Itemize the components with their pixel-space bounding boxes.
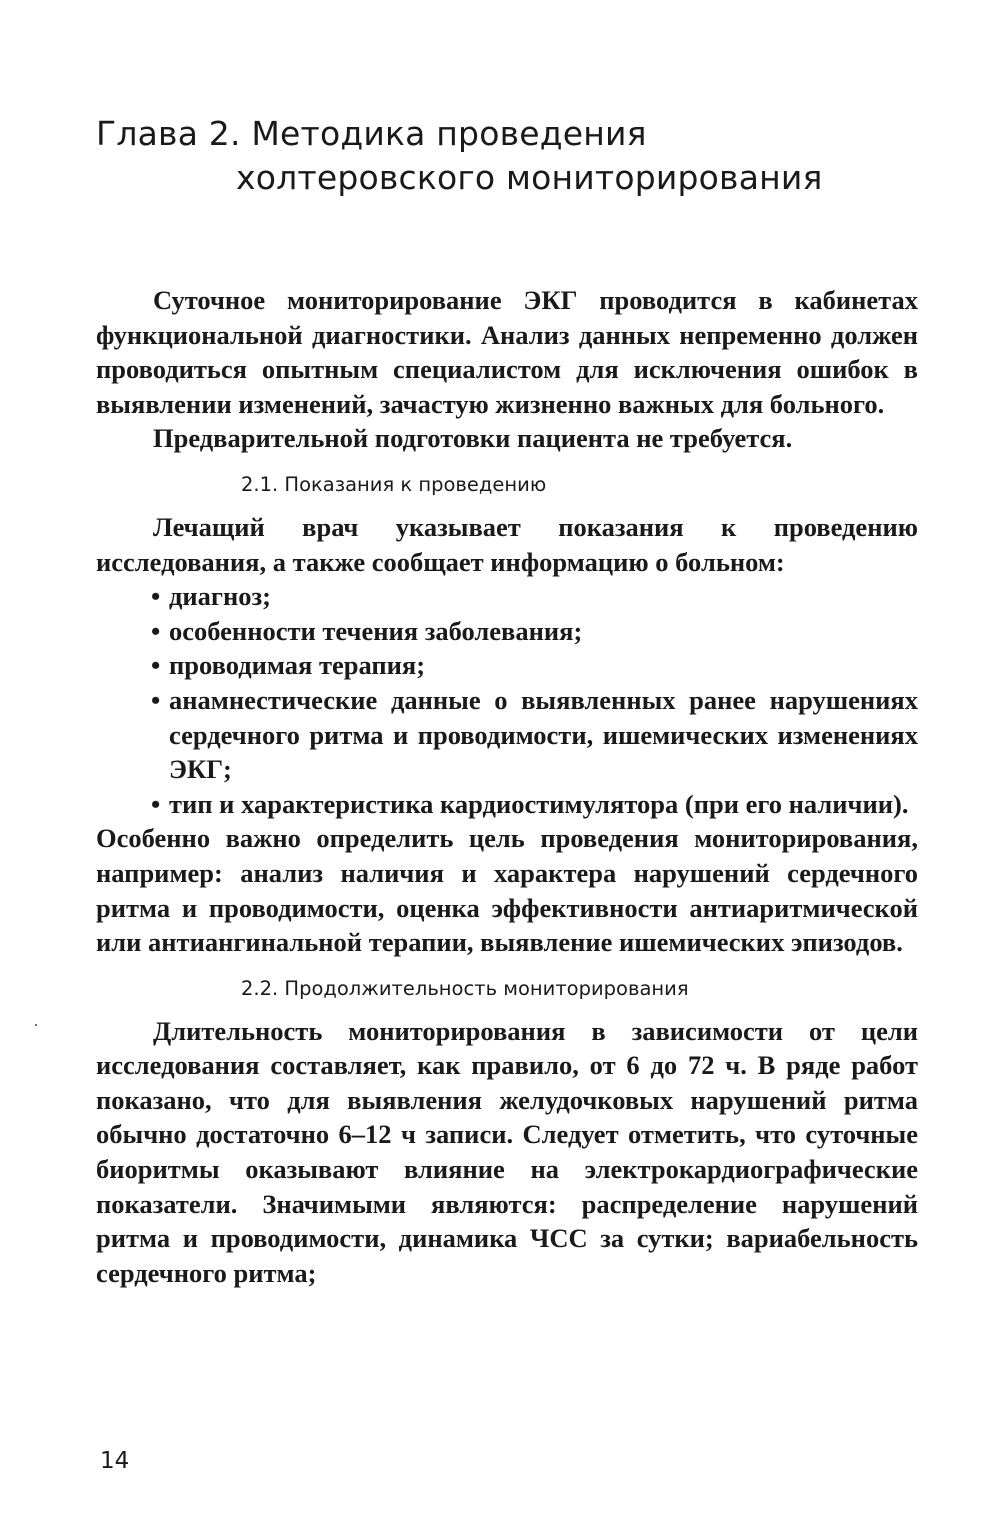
list-item-text: анамнестические данные о выявленных ранее нарушениях сердечного ритма и проводимости, ишемических изменениях ЭКГ; <box>169 684 918 785</box>
list-item <box>96 787 918 822</box>
list-item-text: особенности течения заболевания; <box>169 615 583 646</box>
scan-speck <box>35 1024 37 1026</box>
intro-paragraph-2: Предварительной подготовки пациента не требуется. <box>153 423 793 454</box>
section-heading-2-1: 2.1. Показания к проведению <box>241 472 547 496</box>
section-heading-2-2: 2.2. Продолжительность мониторирования <box>241 976 689 1000</box>
list-item <box>96 579 918 614</box>
bullet-icon: • <box>151 581 161 612</box>
chapter-title <box>96 112 916 200</box>
page-body <box>96 283 918 1290</box>
list-item <box>96 683 918 787</box>
indications-list <box>96 579 918 821</box>
bullet-icon: • <box>151 650 161 681</box>
bullet-icon: • <box>151 615 161 646</box>
section-2-1-paragraph-1: Лечащий врач указывает показания к проведению исследования, а также сообщает информацию о больном: <box>96 511 918 577</box>
list-item <box>96 614 918 649</box>
bullet-icon: • <box>151 684 161 715</box>
section-2-1-paragraph-2: Особенно важно определить цель проведения мониторирования, например: анализ наличия и характера нарушений сердечного ритма и проводимости, оценка эффективности антиаритмической или антиангинальной терапии, выявление ишемических эпизодов. <box>96 823 918 958</box>
page-number: 14 <box>100 1448 130 1474</box>
list-item <box>96 648 918 683</box>
list-item-text: проводимая терапия; <box>169 650 426 681</box>
list-item-text: диагноз; <box>169 581 271 612</box>
list-item-text: тип и характеристика кардиостимулятора (при его наличии). <box>169 788 909 819</box>
bullet-icon: • <box>151 788 161 819</box>
section-2-2-paragraph-1: Длительность мониторирования в зависимости от цели исследования составляет, как правило, от 6 до 72 ч. В ряде работ показано, что для выявления желудочковых нарушений ритма обычно достаточно 6–12 ч записи. Следует отметить, что суточные биоритмы оказывают влияние на электрокардиографические показатели. Значимыми являются: распределение нарушений ритма и проводимости, динамика ЧСС за сутки; вариабельность сердечного ритма; <box>96 1015 918 1288</box>
intro-paragraph-1: Суточное мониторирование ЭКГ проводится в кабинетах функциональной диагностики. Анализ данных непременно должен проводиться опытным специалистом для исключения ошибок в выявлении изменений, зачастую жизненно важных для больного. <box>96 285 918 419</box>
chapter-title-line2: холтеровского мониторирования <box>236 158 823 197</box>
chapter-title-line1: Глава 2. Методика проведения <box>96 114 647 153</box>
